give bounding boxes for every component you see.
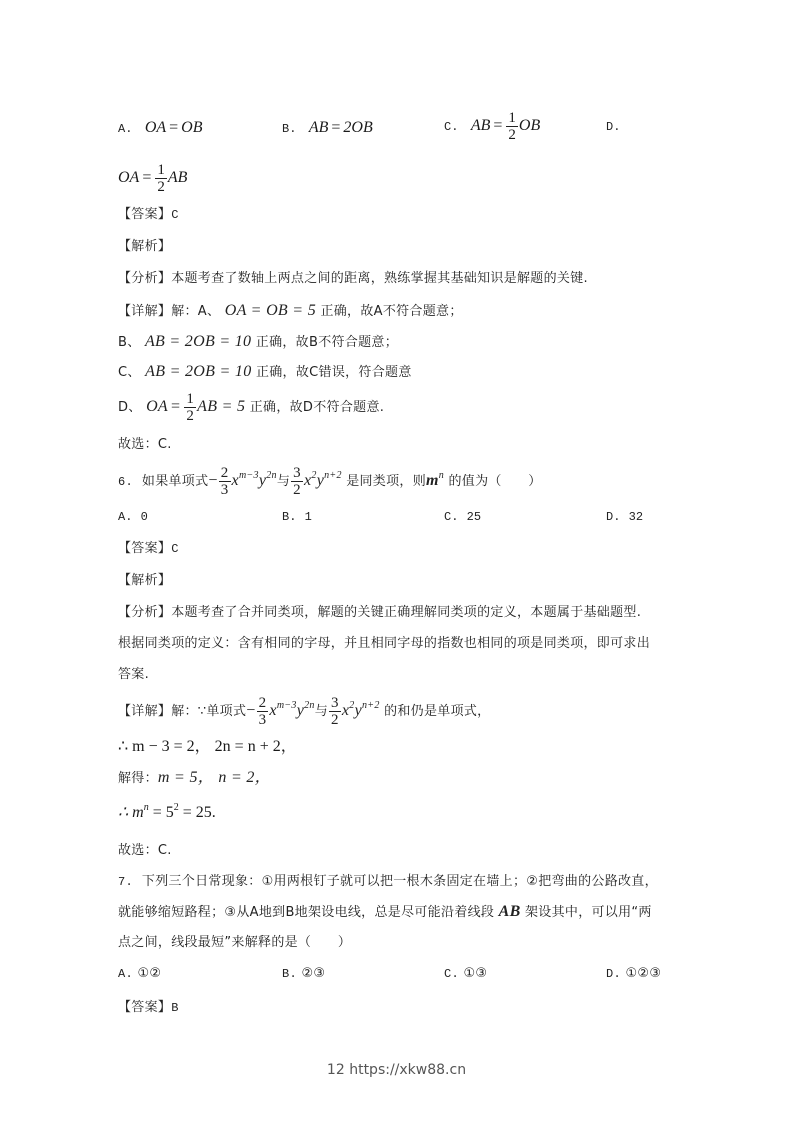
math-op: = [331,119,341,136]
page-footer [0,1062,793,1078]
fraction [155,162,167,195]
question-number: 6. [118,475,134,489]
q6-option-a [118,509,148,524]
q6-answer [118,540,179,558]
math-term: OB [518,117,541,134]
q6-fenxi-line-3 [118,666,149,684]
math-term: OA [146,398,168,415]
detail-tag: 【详解】 [118,304,172,319]
detail-prefix: 解：A、 [171,304,221,319]
q5-conclusion [118,436,172,454]
option-label: A. [118,122,133,136]
math-step: = 5 [148,804,174,821]
fraction [291,465,303,498]
denominator: 2 [157,179,165,195]
fenxi-text: 答案. [118,667,150,682]
answer-value: C [171,542,179,556]
page-number: 12 [326,1062,345,1078]
option-label: D. [606,510,621,524]
q7-option-a [118,966,161,981]
analysis-tag: 【解析】 [118,573,172,588]
q7-option-c [444,966,487,981]
stem-text: 下列三个日常现象：①用两根钉子就可以把一根木条固定在墙上；②把弯曲的公路改直， [141,874,658,889]
q5-answer [118,206,179,224]
fenxi-text: 根据同类项的定义：含有相同的字母，并且相同字母的指数也相同的项是同类项，即可求出 [118,636,651,651]
fraction [329,695,341,728]
stem-text: 的值为（ ） [448,474,542,489]
fenxi-tag: 【分析】 [118,271,172,286]
option-label: D. [606,120,621,134]
fraction [506,110,518,143]
minus-sign: − [246,702,256,719]
option-value: ①②③ [625,966,662,981]
option-value: 32 [628,510,644,524]
q6-option-c [444,509,481,524]
detail-prefix: C、 [118,365,141,380]
detail-suffix: 正确，故B不符合题意； [255,335,398,350]
answer-value: B [171,1001,179,1015]
math-op: = [493,117,503,134]
numerator: 3 [331,695,339,711]
q6-stem: 6. 如果单项式− $\frac{2}{3}$ $x^{m-3}y^{2n}$与 $\frac{3}{2}$ $x^2y^{n+2}$ 是同类项，则$m^n$ 的值为（ ） [118,465,542,498]
q7-answer [118,999,179,1017]
exponent: 2n [266,470,277,481]
math-op: = [142,169,152,186]
q5-detail-line-b [118,333,398,352]
option-label: A. [118,967,134,981]
fenxi-text: 本题考查了数轴上两点之间的距离，熟练掌握其基础知识是解题的关键. [171,271,588,286]
stem-text: 就能够缩短路程；③从A地到B地架设电线，总是尽可能沿着线段 [118,905,495,920]
q7-stem-line-3 [118,934,351,952]
math-expr: AB = 2OB = 10 [144,333,252,350]
math-term: OA [144,119,167,136]
analysis-tag: 【解析】 [118,239,172,254]
answer-tag: 【答案】 [118,541,172,556]
exponent: 2 [311,470,317,481]
exponent: 2 [349,700,355,711]
option-value: ①③ [463,966,488,981]
detail-suffix: 正确，故C错误，符合题意 [255,365,412,380]
option-value: ②③ [301,966,326,981]
joiner-text: 与 [276,474,291,489]
q5-option-a [118,119,203,137]
detail-text: 解：∵单项式 [171,704,247,719]
answer-tag: 【答案】 [118,1000,172,1015]
answer-value: C [171,208,179,222]
detail-prefix: B、 [118,335,141,350]
fraction [257,695,269,728]
denominator: 2 [293,482,301,498]
exponent: m−3 [276,700,297,711]
option-label: B. [282,967,298,981]
math-expr: AB = 5 [197,398,246,415]
q6-step-1 [118,738,297,757]
numerator: 1 [157,162,165,178]
q6-step-2 [118,769,271,788]
math-op: = [169,119,179,136]
math-step: ∴ m [118,804,144,821]
fenxi-tag: 【分析】 [118,605,172,620]
q6-analysis-heading [118,572,171,590]
stem-text: 架设其中，可以用“两 [525,905,652,920]
option-label: D. [606,967,622,981]
q6-conclusion [118,842,172,860]
exponent: 2n [304,700,315,711]
fenxi-text: 本题考查了合并同类项，解题的关键正确理解同类项的定义，本题属于基础题型. [171,605,642,620]
q7-option-d [606,966,661,981]
q5-fenxi [118,270,588,288]
math-step: ∴ m − 3 = 2， 2n = n + 2， [118,738,297,755]
math-term: m [426,472,439,489]
q6-fenxi-line-2 [118,635,650,653]
joiner-text: 与 [314,704,329,719]
q6-option-d [606,509,643,524]
numerator: 3 [293,465,301,481]
answer-tag: 【答案】 [118,207,172,222]
exponent: n [143,802,149,813]
math-term: OA [118,169,140,186]
q7-option-b [282,966,325,981]
math-term: OB [181,119,203,136]
fraction [219,465,231,498]
stem-text: 如果单项式 [141,474,209,489]
option-value: 1 [304,510,312,524]
math-expr: AB = 2OB = 10 [145,363,252,380]
detail-suffix: 正确，故A不符合题意； [320,304,463,319]
conclusion-text: 故选：C. [118,437,172,452]
q7-stem-line-2 [118,903,652,922]
exponent: n [438,470,445,481]
math-term: AB [498,903,521,920]
exponent: n+2 [324,470,342,481]
numerator: 1 [186,391,195,407]
math-step: m = 5， n = 2， [157,769,271,786]
minus-sign: − [208,472,218,489]
math-term: AB [470,117,491,134]
option-label: A. [118,510,133,524]
detail-suffix: 正确，故D不符合题意. [249,400,385,415]
option-label: B. [282,510,297,524]
q5-option-d-label [606,119,620,134]
q5-option-c [444,110,540,143]
detail-text: 的和仍是单项式， [384,704,491,719]
numerator: 1 [508,110,516,126]
option-label: C. [444,967,460,981]
q6-step-3 [118,804,216,823]
q5-analysis-heading [118,238,171,256]
option-value: ①② [137,966,162,981]
math-term: AB [308,119,329,136]
denominator: 2 [331,712,339,728]
conclusion-text: 故选：C. [118,843,172,858]
step-text: 解得： [118,771,158,786]
denominator: 2 [508,127,516,143]
q5-detail-line-c [118,363,412,382]
q5-option-b [282,119,373,137]
footer-url[interactable]: https://xkw88.cn [349,1062,467,1078]
stem-text: 是同类项，则 [346,474,426,489]
exponent: m−3 [238,470,259,481]
q5-detail-line-d: D、 OA = $\frac{1}{2}$ AB = 5 正确，故D不符合题意. [118,391,385,424]
q6-fenxi-line-1 [118,604,641,622]
denominator: 2 [186,408,195,424]
numerator: 2 [258,695,267,711]
option-label: C. [444,120,459,134]
exponent: n+2 [361,700,380,711]
numerator: 2 [220,465,229,481]
detail-prefix: D、 [118,400,142,415]
denominator: 3 [258,712,267,728]
option-label: B. [282,122,297,136]
math-term: 2OB [343,119,373,136]
q6-option-b [282,509,312,524]
exponent: 2 [173,802,179,813]
option-value: 0 [140,510,148,524]
math-expr: OA = OB = 5 [224,302,316,319]
question-number: 7. [118,875,134,889]
denominator: 3 [220,482,229,498]
detail-tag: 【详解】 [118,704,172,719]
q5-detail-line-a [118,302,463,321]
option-label: C. [444,510,459,524]
q6-detail-line: 【详解】解：∵单项式− $\frac{2}{3}$ $x^{m-3}y^{2n}$与 $\frac{3}{2}$ $x^2y^{n+2}$ 的和仍是单项式， [118,695,491,728]
fraction [184,391,196,424]
q5-option-d [118,162,187,195]
math-term: AB [167,169,188,186]
math-step: = 25. [178,804,216,821]
option-value: 25 [466,510,482,524]
stem-text: 点之间，线段最短”来解释的是（ ） [118,935,352,950]
q7-stem-line-1 [118,873,658,891]
